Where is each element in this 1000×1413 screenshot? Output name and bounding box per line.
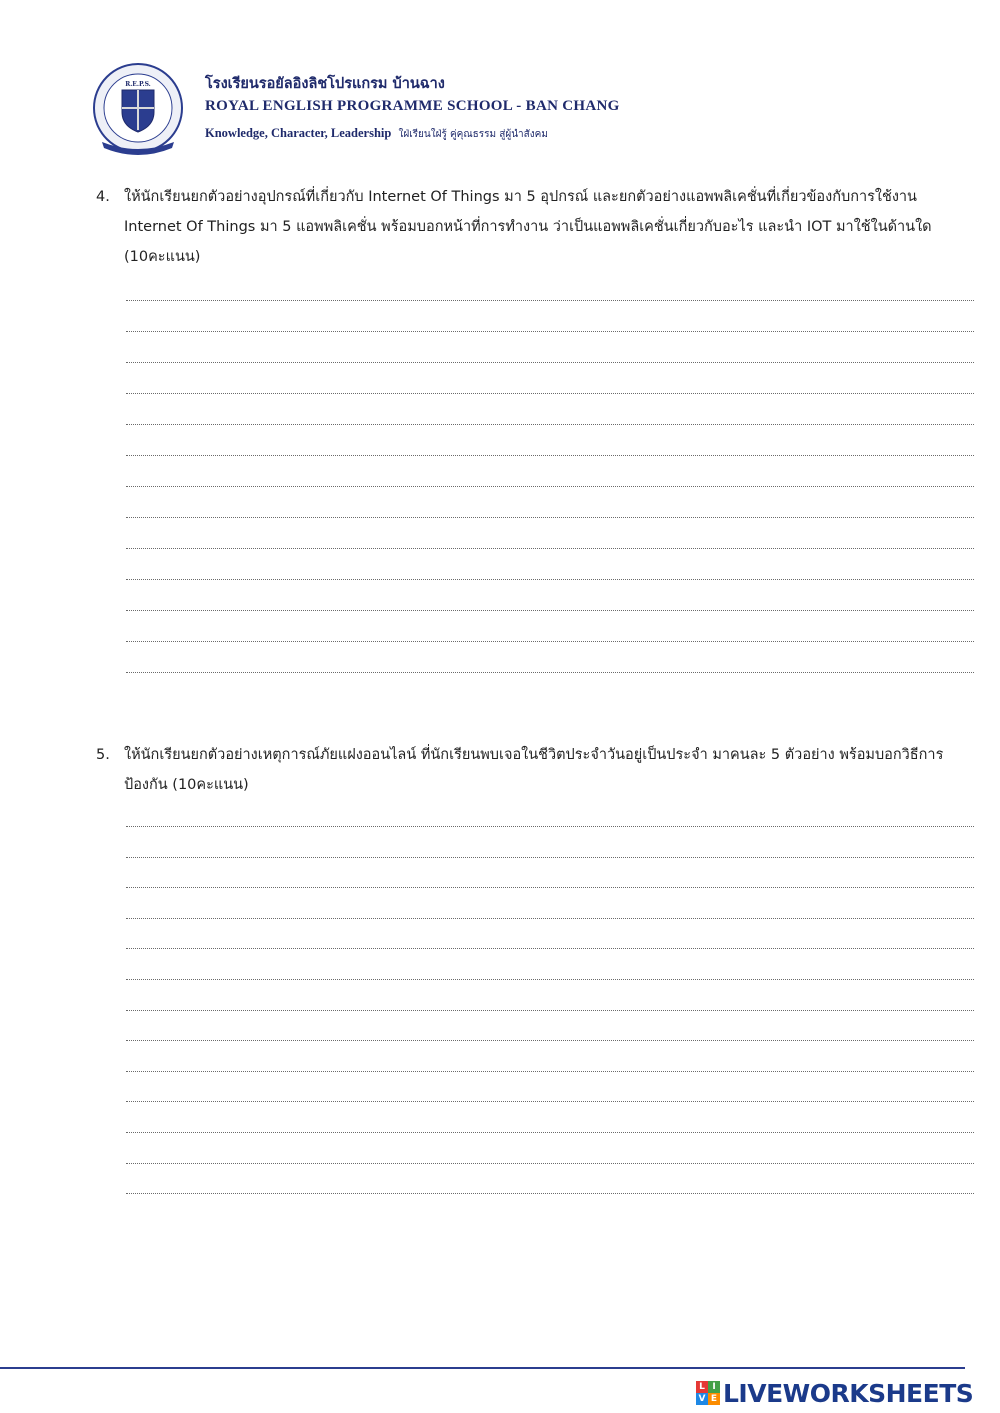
answer-line[interactable] bbox=[126, 548, 974, 549]
answer-line[interactable] bbox=[126, 517, 974, 518]
answer-line[interactable] bbox=[126, 979, 974, 980]
brand-badge-letter: I bbox=[708, 1381, 720, 1393]
answer-line[interactable] bbox=[126, 672, 974, 673]
footer-divider bbox=[0, 1367, 965, 1369]
answer-line[interactable] bbox=[126, 1040, 974, 1041]
answer-line[interactable] bbox=[126, 579, 974, 580]
school-logo bbox=[88, 60, 188, 160]
question-4 bbox=[96, 182, 971, 272]
answer-line[interactable] bbox=[126, 610, 974, 611]
brand-badge-icon bbox=[696, 1381, 720, 1405]
question-number: 4. bbox=[96, 189, 110, 205]
answer-line[interactable] bbox=[126, 1101, 974, 1102]
answer-line[interactable] bbox=[126, 918, 974, 919]
answer-line[interactable] bbox=[126, 1132, 974, 1133]
answer-line[interactable] bbox=[126, 641, 974, 642]
answer-line[interactable] bbox=[126, 948, 974, 949]
logo-text: R.E.P.S. bbox=[125, 81, 151, 88]
answer-line[interactable] bbox=[126, 1071, 974, 1072]
school-name-thai: โรงเรียนรอยัลอิงลิชโปรแกรม บ้านฉาง bbox=[205, 76, 445, 92]
liveworksheets-logo bbox=[696, 1378, 973, 1408]
answer-line[interactable] bbox=[126, 887, 974, 888]
answer-line[interactable] bbox=[126, 486, 974, 487]
answer-line[interactable] bbox=[126, 393, 974, 394]
brand-badge-letter: V bbox=[696, 1393, 708, 1405]
answer-line[interactable] bbox=[126, 1163, 974, 1164]
brand-badge-letter: E bbox=[708, 1393, 720, 1405]
question-number: 5. bbox=[96, 747, 110, 763]
answer-line[interactable] bbox=[126, 1010, 974, 1011]
school-motto bbox=[205, 126, 548, 142]
motto-english: Knowledge, Character, Leadership bbox=[205, 126, 392, 140]
question-5 bbox=[96, 740, 971, 800]
question-text: ให้นักเรียนยกตัวอย่างเหตุการณ์ภัยแฝงออนไลน์ ที่นักเรียนพบเจอในชีวิตประจำวันอยู่เป็นประจำ มาคนละ 5 ตัวอย่าง พร้อมบอกวิธีการป้องกัน (10คะแนน) bbox=[124, 747, 944, 793]
answer-line[interactable] bbox=[126, 300, 974, 301]
question-text: ให้นักเรียนยกตัวอย่างอุปกรณ์ที่เกี่ยวกับ Internet Of Things มา 5 อุปกรณ์ และยกตัวอย่างแอพพลิเคชั่นที่เกี่ยวข้องกับการใช้งาน Internet Of Things มา 5 แอพพลิเคชั่น พร้อมบอกหน้าที่การทำงาน ว่าเป็นแอพพลิเคชั่นเกี่ยวกับอะไร และนำ IOT มาใช้ในด้านใด (10คะแนน) bbox=[124, 189, 932, 265]
answer-line[interactable] bbox=[126, 455, 974, 456]
motto-thai: ใฝ่เรียนใฝ่รู้ คู่คุณธรรม สู่ผู้นำสังคม bbox=[398, 129, 548, 140]
school-name-english: ROYAL ENGLISH PROGRAMME SCHOOL - BAN CHANG bbox=[205, 98, 620, 114]
answer-line[interactable] bbox=[126, 331, 974, 332]
brand-badge-letter: L bbox=[696, 1381, 708, 1393]
answer-line[interactable] bbox=[126, 857, 974, 858]
answer-line[interactable] bbox=[126, 362, 974, 363]
brand-text: LIVEWORKSHEETS bbox=[723, 1378, 974, 1408]
answer-line[interactable] bbox=[126, 826, 974, 827]
answer-line[interactable] bbox=[126, 1193, 974, 1194]
answer-line[interactable] bbox=[126, 424, 974, 425]
